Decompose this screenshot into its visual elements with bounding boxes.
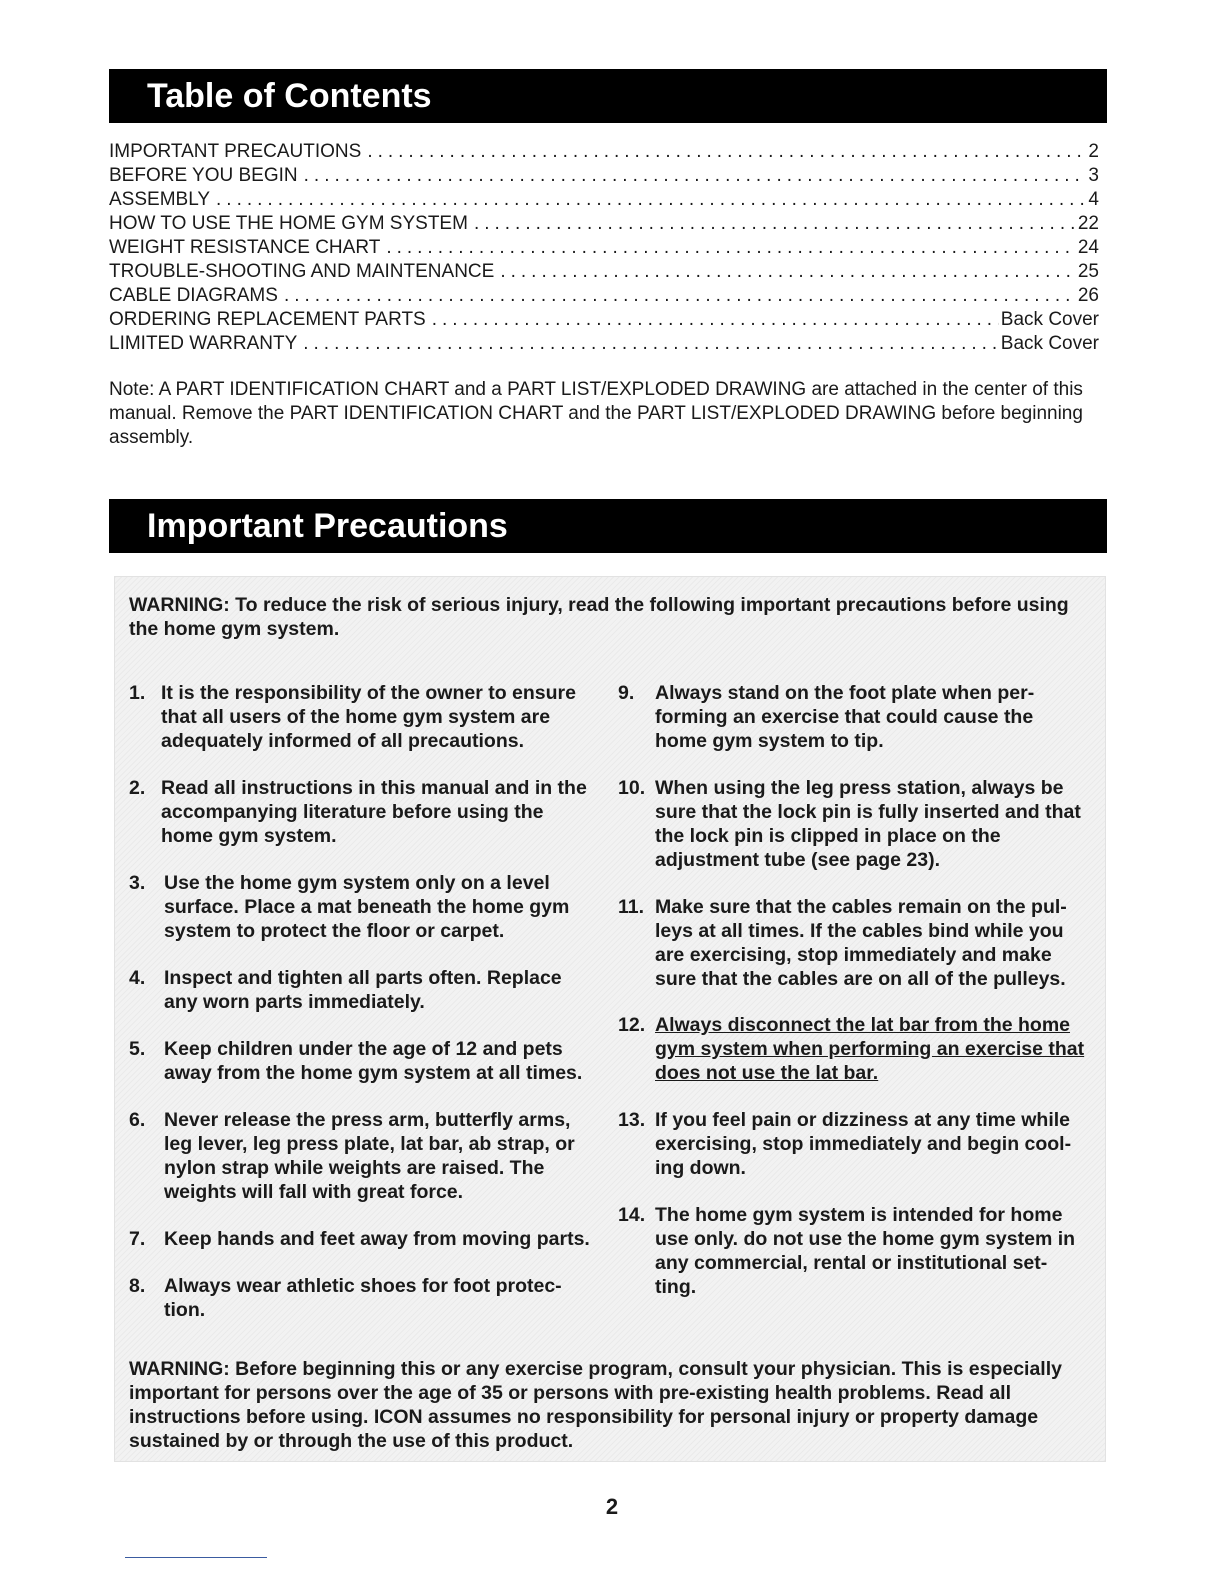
toc-entry-title: WEIGHT RESISTANCE CHART [109, 237, 381, 258]
precaution-number: 10. [618, 777, 646, 799]
precaution-item [129, 1274, 599, 1322]
toc-entry[interactable] [109, 237, 1099, 261]
toc-entry[interactable] [109, 309, 1099, 333]
toc-entry-page: Back Cover [1000, 333, 1099, 354]
toc-leader-dots [284, 285, 1076, 307]
toc-leader-dots [474, 213, 1076, 235]
precaution-number: 9. [618, 682, 635, 704]
precaution-number: 14. [618, 1204, 646, 1226]
toc-entry-page: 24 [1077, 237, 1099, 258]
toc-entry[interactable] [109, 333, 1099, 357]
precaution-text: The home gym system is intended for home use only. do not use the home gym system in any commercial, rental or institutional set- ting. [655, 1204, 1076, 1298]
toc-list [109, 141, 1099, 357]
toc-entry[interactable] [109, 165, 1099, 189]
toc-entry[interactable] [109, 213, 1099, 237]
precaution-number: 6. [129, 1109, 146, 1131]
precaution-text: It is the responsibility of the owner to ensure that all users of the home gym system are adequately informed of all precautions. [161, 682, 576, 752]
toc-entry-title: CABLE DIAGRAMS [109, 285, 278, 306]
toc-entry-page: 25 [1077, 261, 1099, 282]
precaution-text: Never release the press arm, butterfly arms, leg lever, leg press plate, lat bar, ab strap, or nylon strap while weights are raised. The weights will fall with great force. [164, 1109, 575, 1203]
precaution-item [129, 966, 599, 1014]
toc-entry[interactable] [109, 285, 1099, 309]
footer-divider [125, 1557, 267, 1558]
precaution-text: Inspect and tighten all parts often. Replace any worn parts immediately. [164, 967, 562, 1013]
precaution-text: Always wear athletic shoes for foot protec- tion. [164, 1275, 562, 1321]
toc-leader-dots [386, 237, 1076, 259]
toc-entry-page: 26 [1077, 285, 1099, 306]
toc-leader-dots [216, 189, 1086, 211]
precautions-heading: Important Precautions [109, 499, 1107, 553]
precaution-item [129, 871, 599, 943]
toc-entry-page: 4 [1088, 189, 1099, 210]
toc-leader-dots [432, 309, 999, 331]
toc-entry-page: 22 [1077, 213, 1099, 234]
toc-entry[interactable] [109, 141, 1099, 165]
toc-entry-title: BEFORE YOU BEGIN [109, 165, 298, 186]
precaution-item [618, 1203, 1088, 1299]
toc-entry-title: ORDERING REPLACEMENT PARTS [109, 309, 426, 330]
precaution-text: Make sure that the cables remain on the pul- leys at all times. If the cables bind while you are exercising, stop immediately and make sure that the cables are on all of the pulleys. [655, 896, 1067, 990]
page-number: 2 [605, 1494, 619, 1519]
warning-top: WARNING: To reduce the risk of serious injury, read the following important precautions before using the home gym system. [129, 594, 1069, 640]
toc-entry-title: HOW TO USE THE HOME GYM SYSTEM [109, 213, 468, 234]
precaution-item [129, 1108, 599, 1204]
toc-entry[interactable] [109, 261, 1099, 285]
precaution-text: Keep hands and feet away from moving parts. [164, 1228, 590, 1250]
toc-entry-page: 2 [1088, 141, 1099, 162]
toc-note: Note: A PART IDENTIFICATION CHART and a PART LIST/EXPLODED DRAWING are attached in the center of this manual. Remove the PART IDENTIFICATION CHART and the PART LIST/EXPLODED DRAWING before beginning assembly. [109, 379, 1083, 448]
precaution-item [129, 681, 599, 753]
precaution-text: Use the home gym system only on a level surface. Place a mat beneath the home gym system to protect the floor or carpet. [164, 872, 570, 942]
precaution-item [129, 776, 599, 848]
precaution-item [618, 681, 1088, 753]
precaution-item [618, 1108, 1088, 1180]
precaution-number: 13. [618, 1109, 646, 1131]
toc-entry-page: 3 [1088, 165, 1099, 186]
toc-heading: Table of Contents [109, 69, 1107, 123]
precaution-item [618, 776, 1088, 872]
precaution-number: 3. [129, 872, 146, 894]
toc-leader-dots [500, 261, 1076, 283]
toc-entry-page: Back Cover [1000, 309, 1099, 330]
precaution-number: 2. [129, 777, 146, 799]
precaution-text: Always stand on the foot plate when per- forming an exercise that could cause the home gym system to tip. [655, 682, 1035, 752]
precaution-item [618, 895, 1088, 991]
precaution-text: Always disconnect the lat bar from the home gym system when performing an exercise that does not use the lat bar. [655, 1014, 1085, 1084]
warning-bottom: WARNING: Before beginning this or any exercise program, consult your physician. This is especially important for persons over the age of 35 or persons with pre-existing health problems. Read all instructions before using. ICON assumes no responsibility for personal injury or property damage sustained by or through the use of this product. [129, 1358, 1062, 1452]
precaution-number: 1. [129, 682, 146, 704]
toc-entry-title: LIMITED WARRANTY [109, 333, 298, 354]
precautions-box [114, 576, 1106, 1462]
precaution-item [129, 1037, 599, 1085]
precaution-number: 5. [129, 1038, 146, 1060]
precaution-number: 11. [618, 896, 645, 918]
precaution-item [129, 1227, 599, 1251]
toc-entry[interactable] [109, 189, 1099, 213]
precaution-text: Keep children under the age of 12 and pets away from the home gym system at all times. [164, 1038, 583, 1084]
precaution-item [618, 1013, 1088, 1085]
precaution-text: Read all instructions in this manual and in the accompanying literature before using the home gym system. [161, 777, 587, 847]
toc-entry-title: TROUBLE-SHOOTING AND MAINTENANCE [109, 261, 495, 282]
toc-entry-title: IMPORTANT PRECAUTIONS [109, 141, 362, 162]
toc-leader-dots [367, 141, 1086, 163]
precaution-number: 7. [129, 1228, 146, 1250]
precaution-number: 8. [129, 1275, 146, 1297]
precaution-text: If you feel pain or dizziness at any time while exercising, stop immediately and begin cool- ing down. [655, 1109, 1072, 1179]
precaution-text: When using the leg press station, always be sure that the lock pin is fully inserted and that the lock pin is clipped in place on the adjustment tube (see page 23). [655, 777, 1081, 871]
toc-entry-title: ASSEMBLY [109, 189, 211, 210]
toc-leader-dots [303, 333, 999, 355]
precaution-number: 12. [618, 1014, 646, 1036]
precaution-number: 4. [129, 967, 146, 989]
toc-leader-dots [304, 165, 1087, 187]
